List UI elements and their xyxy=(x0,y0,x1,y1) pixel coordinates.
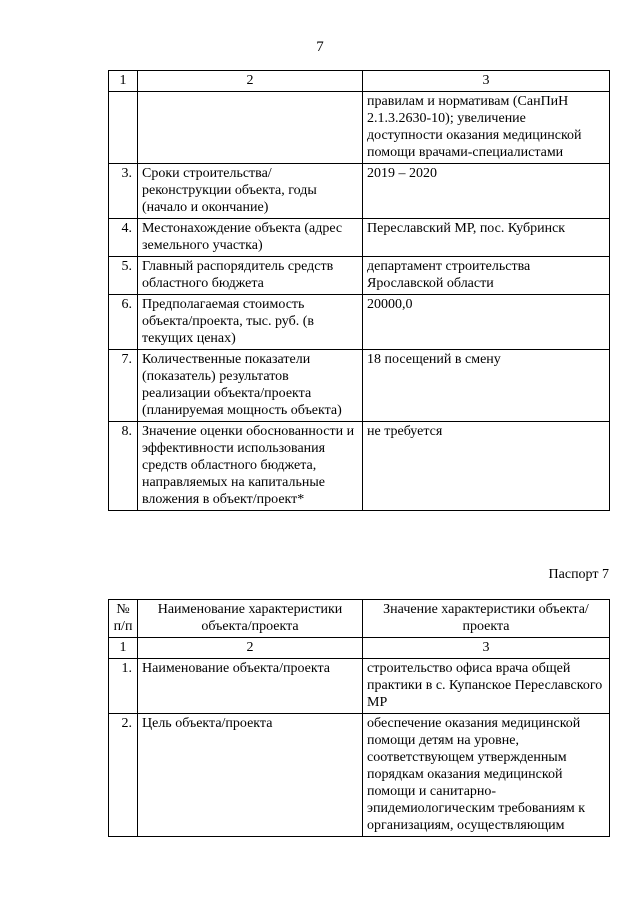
row-value: строительство офиса врача общей практики в с. Купанское Переславского МР xyxy=(363,659,610,714)
row-number: 5. xyxy=(109,257,138,295)
row-value: 20000,0 xyxy=(363,295,610,350)
row-number: 2. xyxy=(109,714,138,837)
row-name: Главный распорядитель средств областного бюджета xyxy=(138,257,363,295)
table-row xyxy=(109,422,610,511)
table-row xyxy=(109,659,610,714)
index-cell-3: 3 xyxy=(363,71,610,92)
table-index-row xyxy=(109,71,610,92)
row-value: правилам и нормативам (СанПиН 2.1.3.2630-10); увеличение доступности оказания медицинской помощи врачами-специалистами xyxy=(363,92,610,164)
header-value: Значение характеристики объекта/проекта xyxy=(363,600,610,638)
index-cell-1: 1 xyxy=(109,638,138,659)
row-value: 18 посещений в смену xyxy=(363,350,610,422)
row-number: 7. xyxy=(109,350,138,422)
row-number: 6. xyxy=(109,295,138,350)
row-name: Значение оценки обоснованности и эффективности использования средств областного бюджета, направляемых на капитальные вложения в объект/проект* xyxy=(138,422,363,511)
header-name: Наименование характеристики объекта/проекта xyxy=(138,600,363,638)
table-row xyxy=(109,257,610,295)
table-index-row xyxy=(109,638,610,659)
passport-7-table xyxy=(108,599,610,837)
table-row xyxy=(109,164,610,219)
index-cell-2: 2 xyxy=(138,638,363,659)
row-name: Цель объекта/проекта xyxy=(138,714,363,837)
index-cell-3: 3 xyxy=(363,638,610,659)
row-number: 8. xyxy=(109,422,138,511)
row-name: Сроки строительства/реконструкции объекта, годы (начало и окончание) xyxy=(138,164,363,219)
row-name: Местонахождение объекта (адрес земельного участка) xyxy=(138,219,363,257)
table-row xyxy=(109,714,610,837)
table-row xyxy=(109,295,610,350)
row-value: не требуется xyxy=(363,422,610,511)
table-row xyxy=(109,350,610,422)
index-cell-1: 1 xyxy=(109,71,138,92)
row-value: Переславский МР, пос. Кубринск xyxy=(363,219,610,257)
row-number xyxy=(109,92,138,164)
page-number: 7 xyxy=(316,39,324,55)
table-header-row xyxy=(109,600,610,638)
row-name: Наименование объекта/проекта xyxy=(138,659,363,714)
index-cell-2: 2 xyxy=(138,71,363,92)
table-row xyxy=(109,219,610,257)
row-name xyxy=(138,92,363,164)
row-value: обеспечение оказания медицинской помощи детям на уровне, соответствующем утвержденным порядкам оказания медицинской помощи и санитарно-эпидемиологическим требованиям к организациям, осуществляющим xyxy=(363,714,610,837)
passport-heading: Паспорт 7 xyxy=(548,567,609,582)
row-name: Количественные показатели (показатель) результатов реализации объекта/проекта (планируемая мощность объекта) xyxy=(138,350,363,422)
row-number: 4. xyxy=(109,219,138,257)
header-number: № п/п xyxy=(109,600,138,638)
row-name: Предполагаемая стоимость объекта/проекта, тыс. руб. (в текущих ценах) xyxy=(138,295,363,350)
passport-6-table-continued xyxy=(108,70,610,511)
row-value: департамент строительства Ярославской области xyxy=(363,257,610,295)
row-number: 3. xyxy=(109,164,138,219)
row-value: 2019 – 2020 xyxy=(363,164,610,219)
table-row xyxy=(109,92,610,164)
row-number: 1. xyxy=(109,659,138,714)
